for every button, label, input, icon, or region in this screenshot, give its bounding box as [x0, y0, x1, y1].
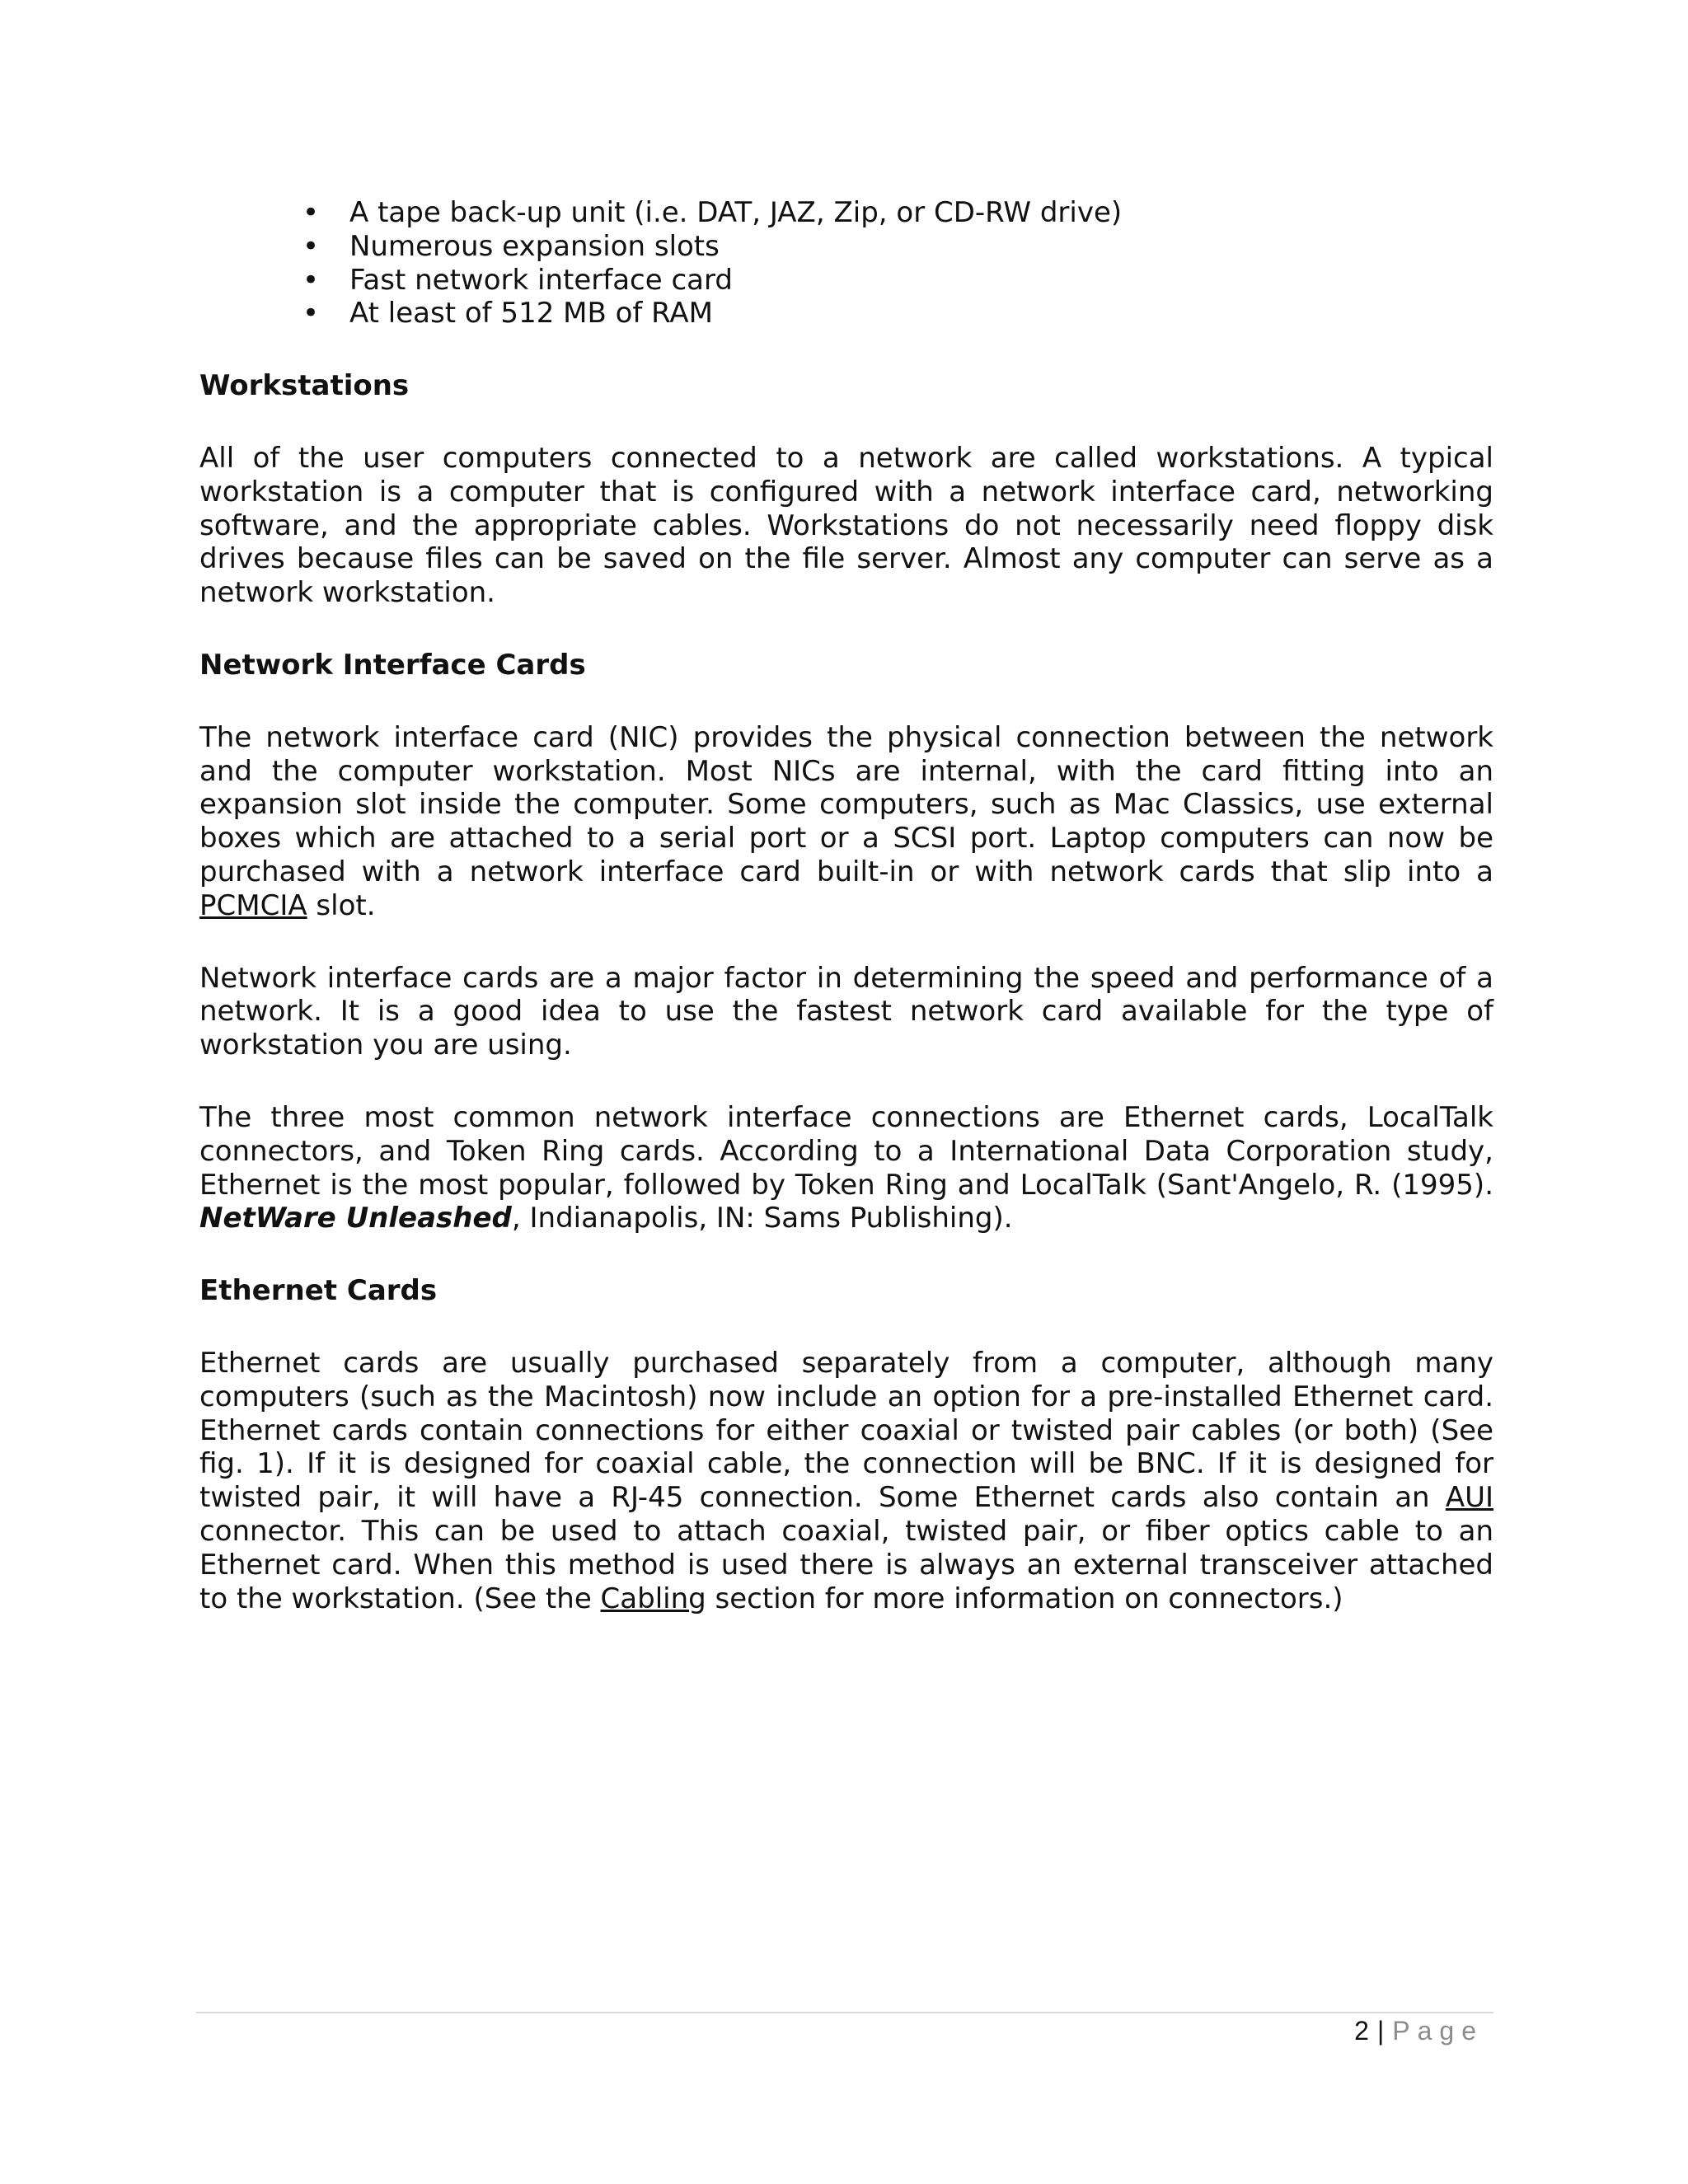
- nic-paragraph-2: Network interface cards are a major factor in determining the speed and performance of a network. It is a good idea to use the fastest network card available for the type of workstation you are using.: [199, 961, 1493, 1062]
- aui-link[interactable]: AUI: [1445, 1481, 1493, 1515]
- list-item-text: A tape back-up unit (i.e. DAT, JAZ, Zip, or CD-RW drive): [349, 196, 1123, 229]
- footer-separator: |: [1376, 2016, 1385, 2046]
- workstations-heading: Workstations: [199, 369, 410, 403]
- bullet-icon: •: [302, 263, 320, 297]
- pcmcia-link[interactable]: PCMCIA: [199, 888, 307, 922]
- bullet-icon: •: [302, 196, 320, 229]
- ethernet-paragraph: Ethernet cards are usually purchased separately from a computer, although many computers (such as the Macintosh) now include an option for a pre-installed Ethernet card. Ethernet cards contain connections for either coaxial or twisted pair cables (or both) (See fig. 1). If it is designed for coaxial cable, the connection will be BNC. If it is designed for twisted pair, it will have a RJ-45 connection. Some Ethernet cards also contain an AUI connector. This can be used to attach coaxial, twisted pair, or fiber optics cable to an Ethernet card. When this method is used there is always an external transceiver attached to the workstation. (See the Cabling section for more information on connectors.): [199, 1346, 1493, 1615]
- page-number: 2: [1354, 2016, 1369, 2046]
- list-item-text: At least of 512 MB of RAM: [349, 297, 714, 330]
- workstations-paragraph: All of the user computers connected to a network are called workstations. A typical workstation is a computer that is configured with a network interface card, networking software, and the appropriate cables. Workstations do not necessarily need floppy disk drives because files can be saved on the file server. Almost any computer can serve as a network workstation.: [199, 441, 1493, 610]
- nic-paragraph-3: The three most common network interface connections are Ethernet cards, LocalTalk connectors, and Token Ring cards. According to a International Data Corporation study, Ethernet is the most popular, followed by Token Ring and LocalTalk (Sant'Angelo, R. (1995). NetWare Unleashed, Indianapolis, IN: Sams Publishing).: [199, 1100, 1493, 1235]
- ethernet-heading: Ethernet Cards: [199, 1274, 438, 1308]
- book-title: NetWare Unleashed: [199, 1202, 512, 1235]
- list-item: [302, 229, 1493, 264]
- footer-divider: [196, 2012, 1493, 2013]
- page-footer: [1354, 2016, 1484, 2046]
- page-content: [199, 196, 1493, 1654]
- nic-paragraph-1: The network interface card (NIC) provides the physical connection between the network and the computer workstation. Most NICs are internal, with the card fitting into an expansion slot inside the computer. Some computers, such as Mac Classics, use external boxes which are attached to a serial port or a SCSI port. Laptop computers can now be purchased with a network interface card built-in or with network cards that slip into a PCMCIA slot.: [199, 720, 1493, 922]
- list-item-text: Fast network interface card: [349, 263, 733, 297]
- nic-heading: Network Interface Cards: [199, 648, 586, 682]
- requirements-bullet-list: [199, 196, 1493, 330]
- list-item: [302, 196, 1493, 230]
- list-item: [302, 297, 1493, 330]
- list-item-text: Numerous expansion slots: [349, 229, 720, 263]
- bullet-icon: •: [302, 229, 320, 263]
- page-label: Page: [1392, 2016, 1484, 2046]
- bullet-icon: •: [302, 297, 320, 330]
- list-item: [302, 263, 1493, 298]
- cabling-link[interactable]: Cabling: [600, 1582, 706, 1615]
